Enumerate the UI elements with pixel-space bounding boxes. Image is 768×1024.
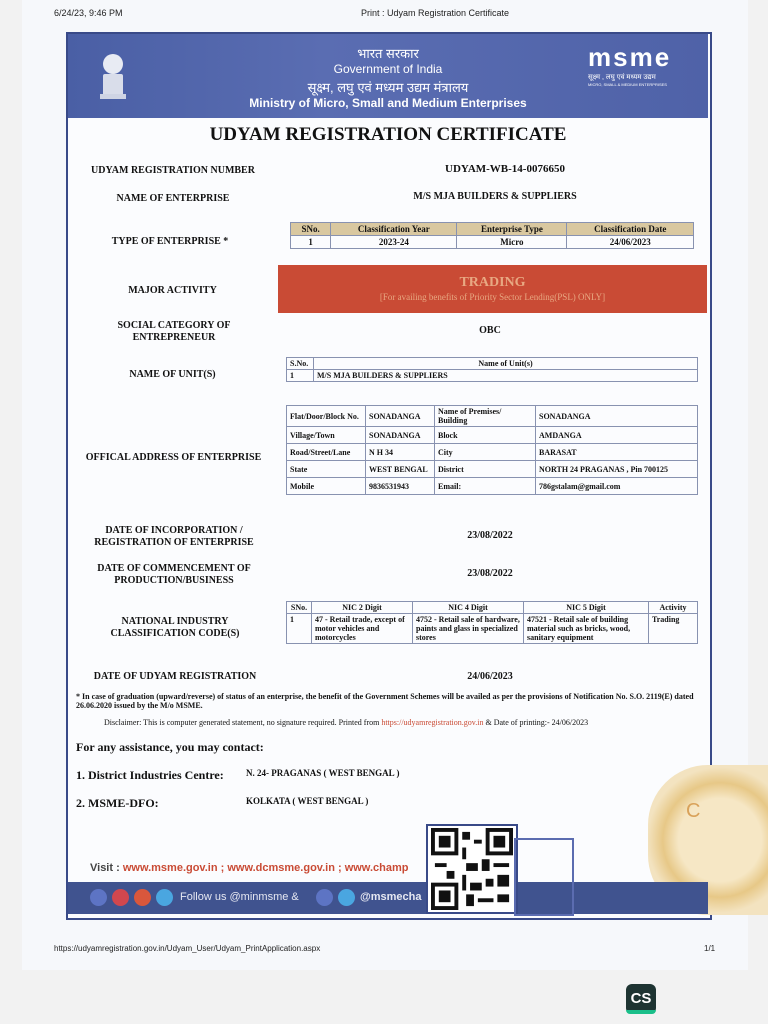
nic-label: NATIONAL INDUSTRY CLASSIFICATION CODE(S): [110, 616, 240, 639]
incorporation-label: DATE OF INCORPORATION / REGISTRATION OF ENTERPRISE: [94, 525, 254, 548]
unit-header-name: Name of Unit(s): [314, 358, 698, 370]
class-header-type: Enterprise Type: [457, 223, 567, 236]
twitter-icon-2[interactable]: [338, 889, 355, 906]
seal-letter: C: [686, 800, 701, 822]
classification-table: [290, 222, 694, 249]
commencement-value: 23/08/2022: [467, 568, 513, 579]
type-label: TYPE OF ENTERPRISE *: [111, 236, 229, 247]
social-icons: [90, 889, 175, 906]
class-date: 24/06/2023: [567, 236, 694, 249]
graduation-note: * In case of graduation (upward/reverse) of status of an enterprise, the benefit of the Government Schemes will be availed as per the provisions of Notification No. S.O. 2119(E) dated 26.06.2020 issued by the M/o MSME.: [76, 692, 694, 710]
footer-url: https://udyamregistration.gov.in/Udyam_User/Udyam_PrintApplication.aspx: [54, 944, 321, 953]
commencement-label: DATE OF COMMENCEMENT OF PRODUCTION/BUSINESS: [97, 563, 251, 586]
camscanner-logo: CS: [626, 984, 656, 1014]
reg-no-value: UDYAM-WB-14-0076650: [445, 163, 565, 175]
class-header-sno: SNo.: [291, 223, 331, 236]
instagram-icon[interactable]: [112, 889, 129, 906]
handle-text: @msmecha: [360, 891, 422, 903]
class-year: 2023-24: [331, 236, 457, 249]
incorporation-value: 23/08/2022: [467, 530, 513, 541]
hindi-ministry-text: सूक्ष्म, लघु एवं मध्यम उद्यम मंत्रालय: [307, 80, 469, 95]
udyam-date-label: DATE OF UDYAM REGISTRATION: [93, 671, 257, 682]
social-category-label: SOCIAL CATEGORY OF ENTREPRENEUR: [117, 320, 231, 343]
youtube-icon[interactable]: [134, 889, 151, 906]
activity-sub: [For availing benefits of Priority Sector Lending(PSL) ONLY]: [379, 292, 606, 302]
social-footer-bar: [68, 882, 708, 914]
dfo-value: KOLKATA ( WEST BENGAL ): [246, 796, 369, 806]
address-label: OFFICAL ADDRESS OF ENTERPRISE: [85, 452, 262, 463]
print-datetime: 6/24/23, 9:46 PM: [54, 8, 123, 18]
unit-label: NAME OF UNIT(S): [129, 369, 216, 380]
unit-sno: 1: [287, 370, 314, 382]
qr-frame-decoration: [514, 838, 574, 916]
unit-header-sno: S.No.: [287, 358, 314, 370]
dic-label: 1. District Industries Centre:: [76, 768, 224, 782]
udyam-portal-link[interactable]: https://udyamregistration.gov.in: [381, 718, 484, 727]
govt-text: Government of India: [333, 62, 443, 76]
dic-value: N. 24- PRAGANAS ( WEST BENGAL ): [246, 768, 400, 778]
qr-code: [426, 824, 518, 914]
units-table: [286, 357, 698, 382]
social-category-value: OBC: [479, 325, 501, 336]
name-value: M/S MJA BUILDERS & SUPPLIERS: [413, 191, 577, 202]
class-header-year: Classification Year: [331, 223, 457, 236]
print-title: Print : Udyam Registration Certificate: [361, 8, 510, 18]
name-label: NAME OF ENTERPRISE: [116, 193, 230, 204]
class-type: Micro: [457, 236, 567, 249]
page-number: 1/1: [704, 944, 716, 953]
dfo-label: 2. MSME-DFO:: [76, 796, 159, 810]
class-header-date: Classification Date: [567, 223, 694, 236]
reg-no-label: UDYAM REGISTRATION NUMBER: [91, 165, 255, 176]
class-sno: 1: [291, 236, 331, 249]
hindi-govt-text: भारत सरकार: [357, 46, 419, 61]
facebook-icon-2[interactable]: [316, 889, 333, 906]
activity-main: TRADING: [459, 275, 526, 290]
address-table: Flat/Door/Block No. SONADANGA Name of Premises/ Building SONADANGA Village/Town SONADANGA Block AMDANGA Road/Street/Lane N H 34 City BARASAT State WEST BENGAL District NORTH 24 PRAGANAS , Pin 700125 Mobile 9836531943 Email: 786gstalam@gmail.com: [286, 405, 698, 495]
msme-logo: msme सूक्ष्म , लघु एवं मध्यम उद्यम MICRO, SMALL & MEDIUM ENTERPRISES: [588, 42, 672, 87]
facebook-icon[interactable]: [90, 889, 107, 906]
unit-name: M/S MJA BUILDERS & SUPPLIERS: [314, 370, 698, 382]
ministry-text: Ministry of Micro, Small and Medium Enterprises: [249, 96, 527, 110]
disclaimer: Disclaimer: This is computer generated statement, no signature required. Printed from https://udyamregistration.gov.in & Date of printing:- 24/06/2023: [104, 718, 589, 727]
qr-code-icon: [430, 828, 514, 910]
certificate-title: UDYAM REGISTRATION CERTIFICATE: [209, 124, 567, 145]
visit-line: [90, 862, 408, 874]
nic-table: SNo. NIC 2 Digit NIC 4 Digit NIC 5 Digit Activity 1 47 - Retail trade, except of motor vehicles and motorcycles 4752 - Retail sale of hardware, paints and glass in specialized stores 47521 - Retail sale of building material such as bricks, wood, sanitary equipment Trading: [286, 601, 698, 644]
visit-links[interactable]: www.msme.gov.in ; www.dcmsme.gov.in ; www.champ: [122, 862, 409, 874]
follow-text: Follow us @minmsme &: [180, 891, 299, 903]
major-activity-banner: [278, 265, 707, 313]
twitter-icon[interactable]: [156, 889, 173, 906]
assistance-heading: For any assistance, you may contact:: [76, 740, 264, 754]
activity-label: MAJOR ACTIVITY: [128, 285, 217, 296]
udyam-date-value: 24/06/2023: [467, 671, 513, 682]
visit-label: Visit :: [90, 862, 120, 874]
govt-banner: [68, 34, 708, 118]
